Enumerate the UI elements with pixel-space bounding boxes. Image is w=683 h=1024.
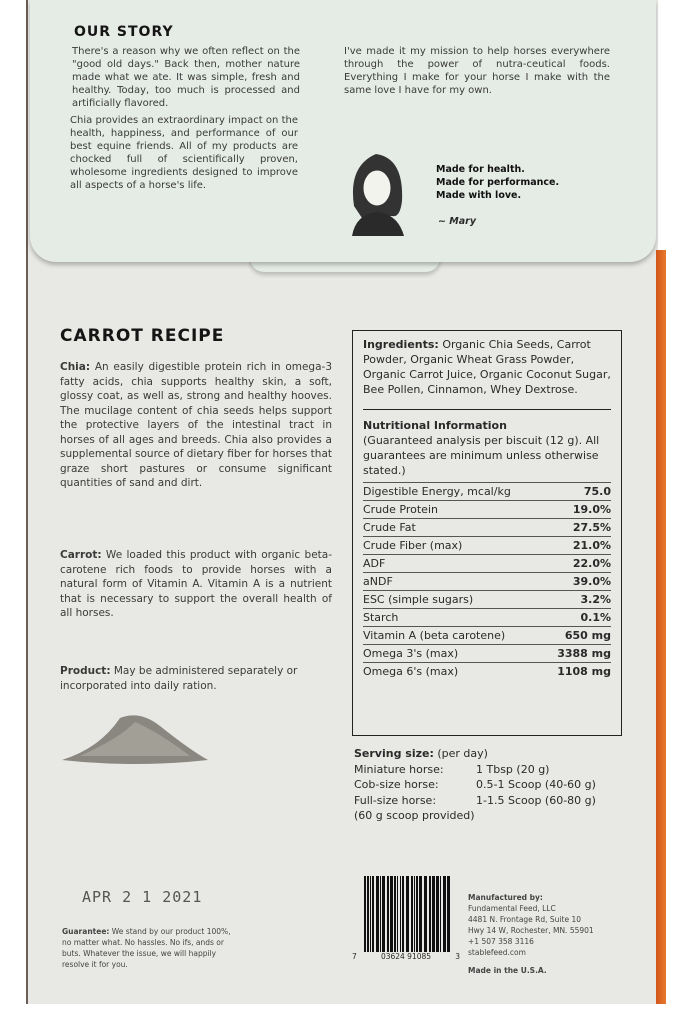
barcode-bar [447,876,450,952]
barcode-left: 7 [352,952,357,961]
barcode-right: 3 [455,952,460,961]
barcode-bar [411,876,413,952]
nutrition-row [363,554,611,572]
made-in-usa: Made in the U.S.A. [468,966,547,975]
maker-line: Fundamental Feed, LLC [468,904,556,913]
nutrition-note: (Guaranteed analysis per biscuit (12 g). All guarantees are minimum unless otherwise stated.) [363,434,600,477]
chia-label: Chia: [60,361,91,373]
barcode-middle: 03624 91085 [380,952,432,961]
nutrient-name: Digestible Energy, mcal/kg [363,485,511,498]
nutrition-table [363,482,611,680]
nutrient-value: 21.0% [572,539,611,552]
nutrition-row [363,482,611,500]
barcode-bar [414,876,415,952]
guarantee-label: Guarantee: [62,927,110,936]
barcode-bar [429,876,431,952]
nutrition-row [363,644,611,662]
mary-portrait [346,146,408,236]
serving-amount: 1-1.5 Scoop (60-80 g) [476,793,596,807]
carrot-paragraph [60,548,332,621]
maker-line: 4481 N. Frontage Rd, Suite 10 [468,915,581,924]
top-flap [30,0,656,262]
box-side-edge [656,250,666,1004]
barcode-bar [402,876,404,952]
nutrient-name: Crude Fiber (max) [363,539,463,552]
nutrition-row [363,536,611,554]
serving-amount: 1 Tbsp (20 g) [476,762,550,776]
nutrient-name: Starch [363,611,399,624]
product-text: May be administered separately or incorporated into daily ration. [60,665,298,692]
maker-label: Manufactured by: [468,893,543,902]
nutrient-value: 27.5% [572,521,611,534]
nutrition-row [363,608,611,626]
tagline-line: Made with love. [436,190,522,201]
chia-text: An easily digestible protein rich in omega-3 fatty acids, chia supports healthy skin, a soft, glossy coat, as well as, strong and healthy hooves. The mucilage content of chia seeds helps support the protective layers of the intestinal tract in horses of all ages and breeds. Chia also provides a supplemental source of dietary fiber for horses that graze short pastures or consume significant quantities of sand and dirt. [60,361,332,489]
nutrient-name: Omega 6's (max) [363,665,459,678]
product-label: Product: [60,665,111,677]
barcode-bar [424,876,427,952]
nutrient-value: 1108 mg [557,665,611,678]
nutrient-value: 22.0% [572,557,611,570]
nutrition-row [363,662,611,680]
recipe-title: CARROT RECIPE [60,326,225,346]
barcode-bar [419,876,422,952]
story-paragraph-1: There's a reason why we often reflect on the "good old days." Back then, mother nature made what we ate. It was simple, fresh and healthy. Today, too much is processed and artificially flavored. [72,46,300,109]
barcode-bar [380,876,381,952]
manufacturer [468,892,638,976]
nutrient-name: ADF [363,557,386,570]
barcode-bar [390,876,393,952]
tagline-line: Made for performance. [436,177,560,188]
nutrient-value: 0.1% [580,611,611,624]
nutrition-row [363,518,611,536]
nutrition-row [363,572,611,590]
maker-line: stablefeed.com [468,948,526,957]
serving-label: Serving size: [354,747,434,760]
tagline-line: Made for health. [436,164,525,175]
barcode-bar [443,876,446,952]
guarantee [62,926,242,970]
story-title: OUR STORY [74,24,174,40]
tagline [436,163,559,202]
nutrient-value: 3388 mg [557,647,611,660]
nutrition-row [363,590,611,608]
barcode-bar [406,876,409,952]
nutrient-value: 19.0% [572,503,611,516]
guarantee-text: We stand by our product 100%, no matter what. No hassles. No ifs, ands or buts. Whatever the issue, we will happily resolve it for you. [62,927,231,969]
nutrient-name: aNDF [363,575,393,588]
horse-size: Miniature horse: [354,762,444,776]
barcode-bar [400,876,401,952]
nutrition-row [363,626,611,644]
nutrient-value: 650 mg [564,629,611,642]
barcode [364,876,450,954]
nutrition-row [363,500,611,518]
serving-size [354,746,596,824]
nutrition-panel [352,330,622,736]
product-paragraph [60,664,332,693]
nutrient-name: Crude Fat [363,521,416,534]
serving-per: (per day) [433,747,488,760]
carrot-text: We loaded this product with organic beta-carotene rich foods to provide horses with a natural form of Vitamin A. Vitamin A is a nutrient that is necessary to support the overall health of all horses. [60,549,332,619]
nutrient-value: 75.0 [583,485,611,498]
signature: ~ Mary [438,216,477,227]
serving-row [354,793,596,809]
carrot-label: Carrot: [60,549,102,561]
serving-row [354,762,596,778]
barcode-bar [364,876,366,952]
barcode-bar [436,876,439,952]
serving-row [354,777,596,793]
barcode-bar [416,876,418,952]
barcode-bar [440,876,441,952]
chia-seed-pile-image [60,708,210,768]
barcode-number [352,952,460,961]
story-paragraph-3: I've made it my mission to help horses everywhere through the power of nutra-ceutical foods. Everything I make for your horse I make with the same love I have for my own. [344,46,610,96]
barcode-bar [372,876,374,952]
story-paragraph-2: Chia provides an extraordinary impact on the health, happiness, and performance of our best equine friends. All of my products are chocked full of scientifically proven, wholesome ingredients designed to improve all aspects of a horse's life. [70,115,298,191]
nutrient-value: 39.0% [572,575,611,588]
ingredients-text: Organic Chia Seeds, Carrot Powder, Organic Wheat Grass Powder, Organic Carrot Juice, Organic Coconut Sugar, Bee Pollen, Cinnamon, Whey Dextrose. [363,338,611,396]
nutrient-name: ESC (simple sugars) [363,593,474,606]
nutrient-name: Omega 3's (max) [363,647,459,660]
horse-size: Full-size horse: [354,793,437,807]
barcode-bar [387,876,389,952]
nutrient-name: Crude Protein [363,503,438,516]
horse-size: Cob-size horse: [354,778,439,791]
chia-paragraph [60,360,332,491]
barcode-bar [394,876,396,952]
serving-amount: 0.5-1 Scoop (40-60 g) [476,778,596,791]
barcode-bar [370,876,371,952]
nutrient-value: 3.2% [580,593,611,606]
nutrition-title: Nutritional Information [363,409,611,433]
barcode-bar [367,876,369,952]
maker-line: +1 507 358 3116 [468,937,534,946]
ingredients-label: Ingredients: [363,338,439,351]
serving-note: (60 g scoop provided) [354,809,475,822]
date-stamp: APR 2 1 2021 [82,888,203,906]
barcode-bar [432,876,435,952]
barcode-bar [382,876,385,952]
nutrient-name: Vitamin A (beta carotene) [363,629,506,642]
barcode-bar [397,876,398,952]
barcode-bar [376,876,379,952]
maker-line: Hwy 14 W, Rochester, MN. 55901 [468,926,594,935]
